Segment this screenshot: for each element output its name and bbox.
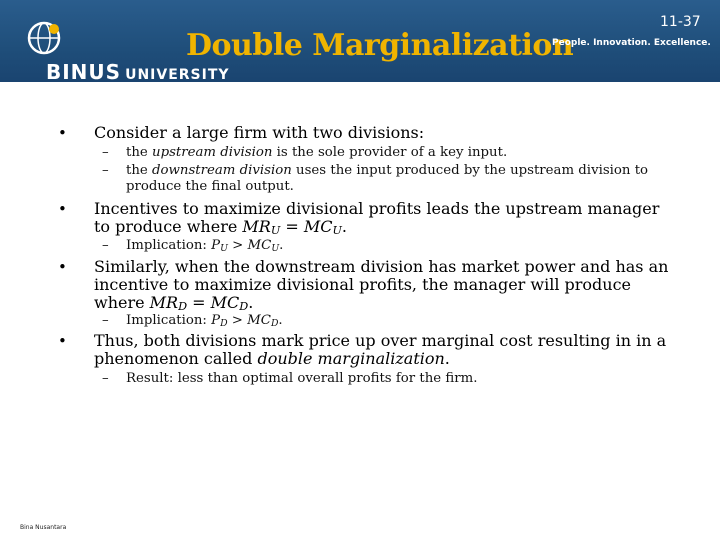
bullet-1-sub-2: [102, 163, 671, 195]
math-subscript: D: [178, 300, 188, 313]
slide-number: 11-37: [660, 14, 701, 30]
math-fragment: [211, 313, 278, 328]
text-fragment: Result: less than optimal overall profits for the firm.: [126, 371, 478, 386]
dash-icon: –: [102, 145, 109, 160]
math-operator: >: [227, 313, 248, 328]
math-symbol: P: [211, 313, 221, 328]
text-fragment: Implication:: [126, 313, 212, 328]
emphasis-text: double marginalization: [257, 349, 445, 368]
math-subscript: D: [220, 318, 228, 329]
text-fragment: uses the input produced by the upstream division to produce the final output.: [126, 163, 649, 194]
math-operator: >: [227, 238, 248, 253]
bullet-1-text: Consider a large firm with two divisions:: [94, 123, 425, 142]
text-fragment: .: [444, 349, 450, 368]
math-subscript: U: [220, 243, 228, 254]
math-fragment: [242, 217, 342, 236]
math-fragment: [211, 238, 279, 253]
text-fragment: .: [279, 238, 284, 253]
text-fragment: the: [126, 163, 153, 178]
math-operator: =: [187, 293, 211, 312]
math-operator: =: [280, 217, 304, 236]
bullet-icon: •: [58, 332, 67, 350]
bullet-1: [58, 123, 674, 142]
text-fragment: Incentives to maximize divisional profits leads the upstream manager to produce where: [94, 199, 660, 236]
math-subscript: U: [332, 224, 342, 237]
bullet-4-sub-1: [102, 371, 671, 387]
dash-icon: –: [102, 238, 109, 253]
bullet-2: [58, 199, 674, 237]
math-subscript: U: [270, 224, 281, 237]
text-fragment: Implication:: [126, 238, 212, 253]
math-subscript: D: [239, 300, 249, 313]
math-symbol: MR: [149, 293, 179, 312]
math-subscript: D: [270, 318, 279, 329]
text-fragment: Similarly, when the downstream division has market power and has an incentive to maximize divisional profits, the manager will produce where: [94, 257, 669, 312]
text-fragment: is the sole provider of a key input.: [272, 145, 508, 160]
bullet-4: [58, 331, 674, 368]
footer-text: Bina Nusantara: [20, 524, 67, 531]
bullet-1-sub-1: [102, 145, 671, 161]
logo-main-text: BINUS: [46, 60, 122, 84]
bullet-3-sub-1: [102, 313, 671, 329]
math-symbol: MC: [210, 293, 240, 312]
math-symbol: MC: [303, 217, 333, 236]
text-fragment: .: [248, 293, 254, 312]
page-title: Double Marginalization: [186, 28, 574, 63]
bullet-icon: •: [58, 200, 67, 218]
text-fragment: .: [278, 313, 283, 328]
math-subscript: U: [271, 243, 280, 254]
dash-icon: –: [102, 163, 109, 178]
math-symbol: MR: [242, 217, 271, 236]
bullet-icon: •: [58, 124, 67, 142]
bullet-3: [58, 257, 674, 313]
text-fragment: .: [341, 217, 348, 236]
emphasis-text: downstream division: [152, 163, 292, 178]
bullet-icon: •: [58, 258, 67, 276]
logo-sub-text: UNIVERSITY: [125, 67, 230, 83]
math-symbol: MC: [247, 238, 272, 253]
text-fragment: Thus, both divisions mark price up over marginal cost resulting in in a phenomenon called: [94, 331, 667, 368]
math-symbol: MC: [247, 313, 271, 328]
bullet-2-sub-1: [102, 238, 671, 254]
math-fragment: [150, 293, 249, 312]
math-symbol: P: [211, 238, 221, 253]
dash-icon: –: [102, 371, 109, 386]
dash-icon: –: [102, 313, 109, 328]
tagline: People. Innovation. Excellence.: [552, 38, 711, 48]
emphasis-text: upstream division: [152, 145, 273, 160]
text-fragment: the: [126, 145, 153, 160]
